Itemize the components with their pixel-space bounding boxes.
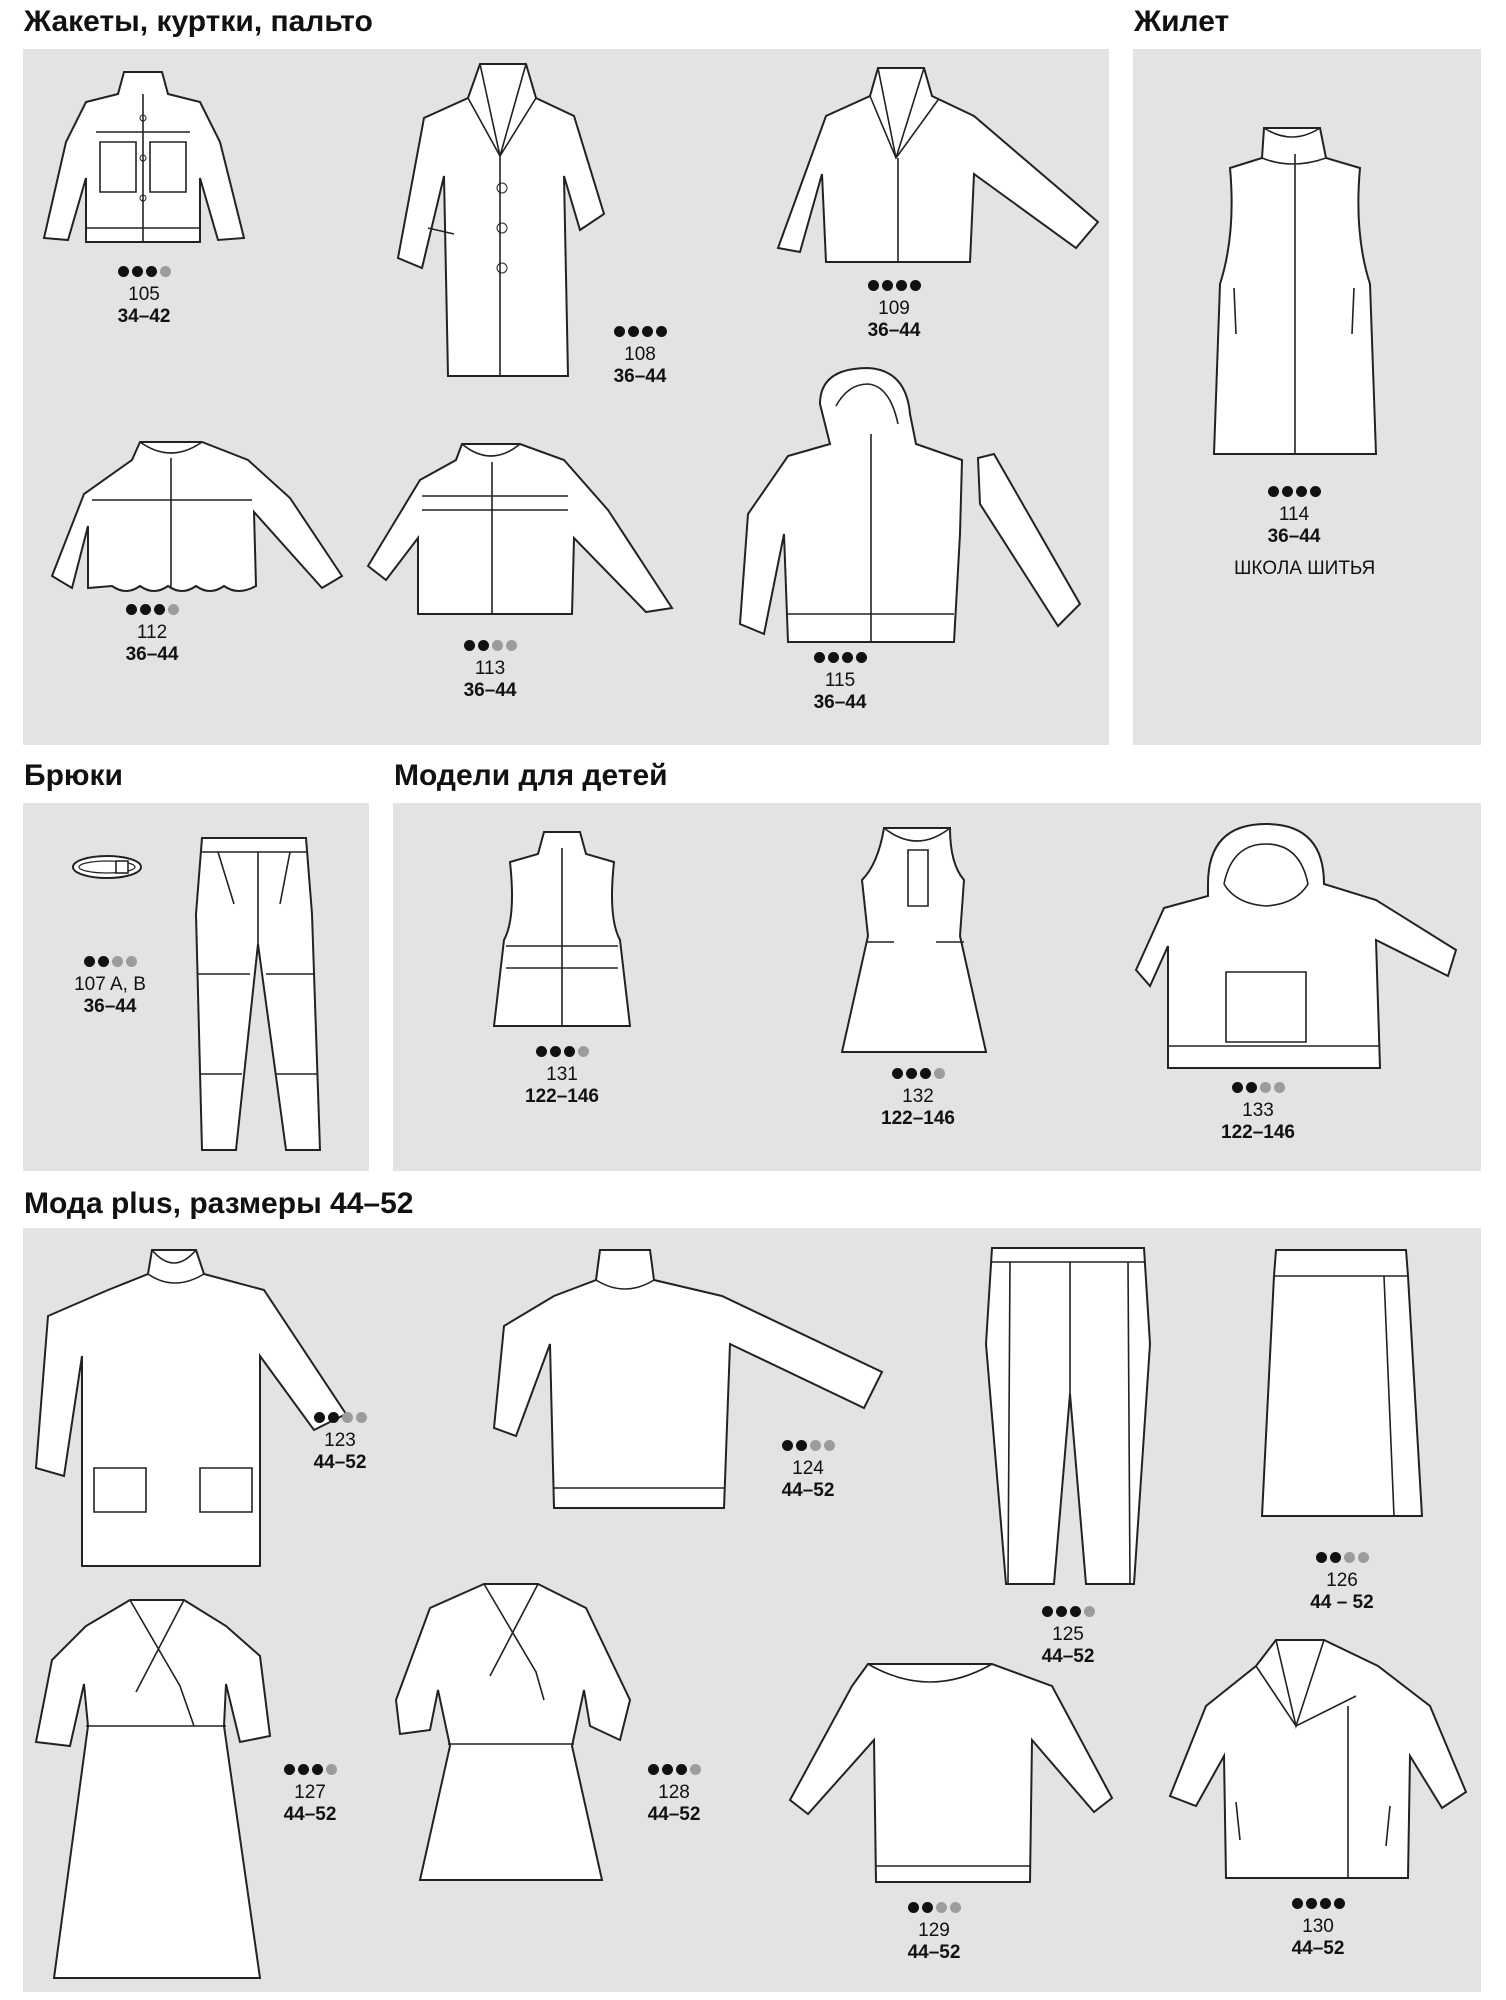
model-meta [874,1902,994,1964]
difficulty-dot-filled [614,326,625,337]
difficulty-dot-empty [112,956,123,967]
size-range: 36–44 [83,996,137,1017]
belt-icon [72,852,142,882]
difficulty-dot-filled [478,640,489,651]
model-number: 133 [1242,1100,1274,1121]
model-card-114[interactable] [1210,124,1410,584]
hoodie-sketch [1136,820,1456,1070]
difficulty-dot-filled [84,956,95,967]
model-card-112[interactable] [52,438,342,678]
difficulty-dot-empty [168,604,179,615]
difficulty-dot-filled [882,280,893,291]
model-meta [858,1068,978,1130]
difficulty-dot-filled [1306,1898,1317,1909]
difficulty-dot-empty [326,1764,337,1775]
model-number: 109 [878,298,910,319]
difficulty-dot-filled [648,1764,659,1775]
model-number: 108 [624,344,656,365]
size-range: 122–146 [525,1086,599,1107]
difficulty-rating [50,956,170,974]
difficulty-dot-filled [1282,486,1293,497]
difficulty-dot-empty [936,1902,947,1913]
model-number: 124 [792,1458,824,1479]
difficulty-rating [84,266,204,284]
model-card-108[interactable] [398,58,698,398]
model-number: 129 [918,1920,950,1941]
biker-jacket-sketch [1166,1636,1476,1886]
size-range: 44–52 [1291,1938,1345,1959]
difficulty-dot-filled [856,652,867,663]
difficulty-dot-filled [132,266,143,277]
jacket-sketch [44,58,244,248]
difficulty-dot-filled [1310,486,1321,497]
difficulty-dot-empty [578,1046,589,1057]
model-number: 128 [658,1782,690,1803]
difficulty-dot-filled [782,1440,793,1451]
difficulty-dot-filled [1292,1898,1303,1909]
difficulty-dot-filled [284,1764,295,1775]
model-card-128[interactable] [390,1580,730,1960]
model-meta [748,1440,868,1502]
model-number: 132 [902,1086,934,1107]
difficulty-rating [1008,1606,1128,1624]
size-range: 36–44 [813,692,867,713]
difficulty-dot-filled [910,280,921,291]
long-vest-sketch [1210,124,1380,464]
section-title-vest: Жилет [1134,5,1230,38]
model-card-130[interactable] [1166,1636,1478,1980]
sewing-school-label: ШКОЛА ШИТЬЯ [1234,558,1376,579]
difficulty-rating [1258,1898,1378,1916]
difficulty-rating [502,1046,622,1064]
difficulty-rating [614,1764,734,1782]
difficulty-rating [1282,1552,1402,1570]
difficulty-dot-empty [824,1440,835,1451]
model-number: 123 [324,1430,356,1451]
size-range: 122–146 [881,1108,955,1129]
difficulty-rating [780,652,900,670]
model-card-123[interactable] [36,1246,406,1576]
model-card-107[interactable] [62,834,362,1164]
difficulty-dot-filled [464,640,475,651]
model-meta [250,1764,370,1826]
difficulty-dot-empty [506,640,517,651]
trousers-sketch [194,834,334,1154]
difficulty-dot-filled [328,1412,339,1423]
section-title-plus: Мода plus, размеры 44–52 [24,1187,414,1220]
difficulty-dot-empty [950,1902,961,1913]
difficulty-dot-filled [1070,1606,1081,1617]
difficulty-rating [1198,1082,1318,1100]
difficulty-dot-empty [492,640,503,651]
difficulty-dot-empty [810,1440,821,1451]
difficulty-dot-filled [118,266,129,277]
difficulty-rating [874,1902,994,1920]
size-range: 44–52 [1041,1646,1095,1667]
size-range: 44 – 52 [1310,1592,1374,1613]
difficulty-dot-filled [140,604,151,615]
difficulty-dot-filled [1296,486,1307,497]
difficulty-dot-empty [1260,1082,1271,1093]
difficulty-rating [430,640,550,658]
model-card-126[interactable] [1262,1246,1422,1613]
model-card-125[interactable] [984,1244,1174,1676]
difficulty-dot-filled [1056,1606,1067,1617]
difficulty-dot-filled [814,652,825,663]
difficulty-dot-filled [298,1764,309,1775]
size-range: 34–42 [117,306,171,327]
difficulty-dot-filled [1042,1606,1053,1617]
model-meta [430,640,550,702]
size-range: 36–44 [1267,526,1321,547]
size-range: 44–52 [647,1804,701,1825]
dress-sketch [838,824,998,1054]
model-meta [1258,1898,1378,1960]
difficulty-dot-empty [126,956,137,967]
difficulty-dot-filled [662,1764,673,1775]
difficulty-dot-filled [908,1902,919,1913]
difficulty-dot-filled [676,1764,687,1775]
top-sketch [756,1660,1116,1890]
difficulty-dot-filled [1330,1552,1341,1563]
difficulty-dot-filled [828,652,839,663]
hooded-jacket-sketch [740,364,1100,654]
model-meta [84,266,204,328]
difficulty-dot-empty [1358,1552,1369,1563]
difficulty-dot-filled [550,1046,561,1057]
section-title-kids: Модели для детей [394,759,668,792]
model-number: 127 [294,1782,326,1803]
difficulty-dot-filled [920,1068,931,1079]
tunic-sketch [36,1246,426,1566]
size-range: 36–44 [463,680,517,701]
difficulty-dot-empty [1274,1082,1285,1093]
difficulty-dot-filled [796,1440,807,1451]
model-card-129[interactable] [756,1660,1116,1980]
size-range: 44–52 [313,1452,367,1473]
difficulty-rating [834,280,954,298]
model-number: 113 [474,658,506,679]
difficulty-dot-empty [160,266,171,277]
difficulty-rating [858,1068,978,1086]
difficulty-rating [580,326,700,344]
section-title-jackets: Жакеты, куртки, пальто [24,5,373,38]
difficulty-dot-filled [892,1068,903,1079]
model-number: 105 [128,284,160,305]
model-meta [1008,1606,1128,1668]
jacket-sketch [52,438,342,598]
model-meta [1282,1552,1402,1614]
model-meta [834,280,954,342]
model-card-131[interactable] [482,828,642,1118]
difficulty-dot-empty [1344,1552,1355,1563]
model-meta [50,956,170,1018]
model-meta [580,326,700,388]
model-number: 130 [1302,1916,1334,1937]
model-number: 115 [824,670,856,691]
difficulty-dot-filled [642,326,653,337]
model-meta [92,604,212,666]
model-card-132[interactable] [838,824,998,1144]
model-meta [780,652,900,714]
model-number: 125 [1052,1624,1084,1645]
model-card-105[interactable] [44,58,244,327]
section-title-trousers: Брюки [24,759,123,792]
model-card-133[interactable] [1136,820,1456,1150]
difficulty-dot-filled [154,604,165,615]
difficulty-dot-filled [922,1902,933,1913]
model-number: 114 [1278,504,1310,525]
size-range: 44–52 [283,1804,337,1825]
difficulty-dot-filled [656,326,667,337]
model-card-109[interactable] [778,62,1098,352]
size-range: 44–52 [781,1480,835,1501]
model-number: 107 A, B [74,974,146,995]
model-card-124[interactable] [494,1246,874,1546]
jacket-sketch [368,440,678,620]
difficulty-rating [92,604,212,622]
trousers-sketch [984,1244,1154,1590]
model-number: 126 [1326,1570,1358,1591]
difficulty-dot-filled [1232,1082,1243,1093]
difficulty-dot-empty [690,1764,701,1775]
coat-sketch [398,58,598,388]
size-range: 122–146 [1221,1122,1295,1143]
difficulty-dot-filled [98,956,109,967]
difficulty-dot-empty [342,1412,353,1423]
model-meta [1234,486,1376,580]
blouse-sketch [390,1580,750,1880]
difficulty-rating [280,1412,400,1430]
model-card-115[interactable] [740,364,1100,724]
difficulty-dot-empty [934,1068,945,1079]
skirt-sketch [1262,1246,1422,1522]
vest-sketch [482,828,642,1038]
difficulty-dot-filled [146,266,157,277]
difficulty-dot-filled [564,1046,575,1057]
difficulty-dot-filled [1246,1082,1257,1093]
difficulty-dot-empty [356,1412,367,1423]
size-range: 36–44 [613,366,667,387]
model-meta [614,1764,734,1826]
difficulty-rating [250,1764,370,1782]
model-card-127[interactable] [30,1596,370,1990]
size-range: 36–44 [125,644,179,665]
model-meta [502,1046,622,1108]
difficulty-rating [1234,486,1354,504]
difficulty-dot-filled [1334,1898,1345,1909]
model-number: 112 [136,622,168,643]
size-range: 36–44 [867,320,921,341]
model-number: 131 [546,1064,578,1085]
difficulty-dot-filled [628,326,639,337]
difficulty-dot-filled [314,1412,325,1423]
difficulty-dot-filled [1316,1552,1327,1563]
model-meta [280,1412,400,1474]
difficulty-dot-filled [842,652,853,663]
model-meta [1198,1082,1318,1144]
jacket-sketch [778,62,1098,262]
difficulty-dot-filled [1268,486,1279,497]
difficulty-dot-filled [312,1764,323,1775]
difficulty-dot-filled [906,1068,917,1079]
model-card-113[interactable] [368,440,678,710]
difficulty-dot-filled [896,280,907,291]
difficulty-dot-filled [868,280,879,291]
size-range: 44–52 [907,1942,961,1963]
difficulty-dot-filled [126,604,137,615]
difficulty-dot-filled [1320,1898,1331,1909]
difficulty-dot-empty [1084,1606,1095,1617]
difficulty-rating [748,1440,868,1458]
difficulty-dot-filled [536,1046,547,1057]
